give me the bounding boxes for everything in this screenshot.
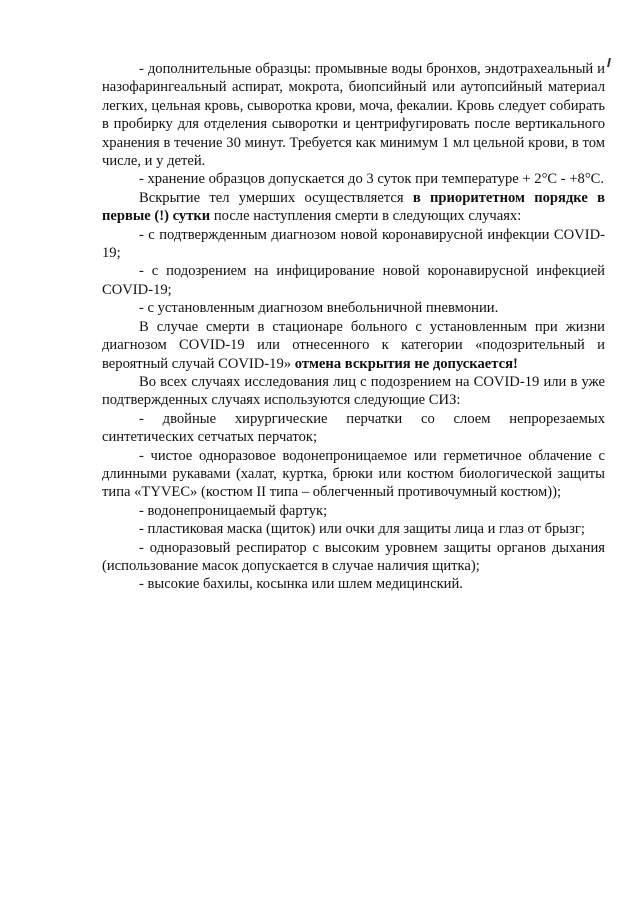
paragraph-ppe-intro: Во всех случаях исследования лиц с подозрением на COVID-19 или в уже подтвержденных случаях используются следующие СИЗ:: [102, 373, 605, 409]
list-item-face-shield: - пластиковая маска (щиток) или очки для защиты лица и глаз от брызг;: [139, 521, 585, 538]
list-item-shoe-covers: - высокие бахилы, косынка или шлем медицинский.: [139, 576, 463, 593]
autopsy-text-end: после наступления смерти в следующих случаях:: [210, 208, 522, 225]
autopsy-cancel-forbidden-emphasis: отмена вскрытия не допускается!: [294, 355, 518, 372]
list-item-protective-clothing: - чистое одноразовое водонепроницаемое или герметичное облачение с длинными рукавами (халат, куртка, брюки или костюм биологической защиты типа «TYVEC» (костюм II типа – облегченный противочумный костюм));: [102, 447, 605, 501]
paragraph-additional-samples: - дополнительные образцы: промывные воды бронхов, эндотрахеальный и назофарингеальный аспират, мокрота, биопсийный или аутопсийный материал легких, цельная кровь, сыворотка крови, моча, фекалии. Кровь следует собирать в пробирку для отделения сыворотки и центрифугировать после вертикального хранения в течение 30 минут. Требуется как минимум 1 мл цельной крови, в том числе, и у детей.: [102, 61, 605, 170]
autopsy-text-start: Вскрытие тел умерших осуществляется: [139, 189, 413, 206]
list-item-apron: - водонепроницаемый фартук;: [139, 502, 328, 519]
list-item-respirator: - одноразовый респиратор с высоким уровнем защиты органов дыхания (использование масок допускается в случае наличия щитка);: [102, 539, 605, 574]
autopsy-priority-emphasis: в приоритетном порядке в первые (!) сутки: [102, 189, 605, 225]
list-item-confirmed-diagnosis: - с подтвержденным диагнозом новой коронавирусной инфекции COVID-19;: [102, 226, 605, 262]
paragraph-autopsy-priority: [102, 189, 605, 226]
list-item-pneumonia: - с установленным диагнозом внебольничной пневмонии.: [139, 300, 499, 317]
paragraph-hospital-death: [102, 318, 605, 373]
list-item-gloves: - двойные хирургические перчатки со слоем непрорезаемых синтетических сетчатых перчаток;: [102, 410, 605, 446]
list-item-suspected-infection: - с подозрением на инфицирование новой коронавирусной инфекцией COVID-19;: [102, 263, 605, 298]
scan-mark: [607, 58, 611, 67]
hospital-death-text: В случае смерти в стационаре больного с установленным при жизни диагнозом COVID-19 или отнесенного к категории «подозрительный и вероятный случай COVID-19»: [102, 318, 605, 372]
document-page: [102, 60, 605, 594]
paragraph-sample-storage: - хранение образцов допускается до 3 суток при температуре + 2°С - +8°С.: [139, 171, 605, 188]
